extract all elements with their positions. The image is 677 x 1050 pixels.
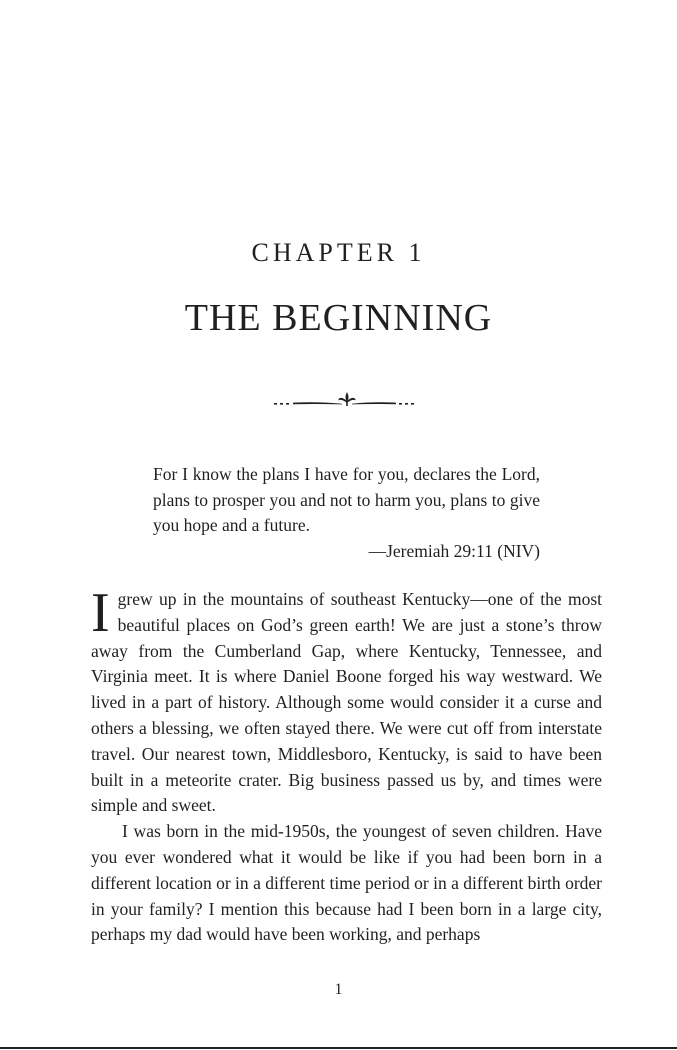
chapter-label: CHAPTER 1: [251, 238, 426, 267]
page-number: 1: [334, 981, 343, 998]
epigraph-citation: —Jeremiah 29:11 (NIV): [368, 541, 540, 561]
chapter-title: THE BEGINNING: [184, 297, 493, 339]
paragraph-2: I was born in the mid-1950s, the youngest of seven children. Have you ever wondered what it would be like if you had been born in a different location or in a different time period or in a different birth order in your family? I mention this because had I been born in a large city, perhaps my dad would have been working, and perhaps: [91, 821, 602, 945]
paragraph-1-text: grew up in the mountains of southeast Kentucky—one of the most beautiful places on God’s green earth! We are just a stone’s throw away from the Cumberland Gap, where Kentucky, Tennessee, and Virginia meet. It is where Daniel Boone forged his way westward. We lived in a part of history. Although some would consider it a curse and others a blessing, we often stayed there. We were cut off from interstate travel. Our nearest town, Middlesboro, Kentucky, is said to have been built in a meteorite crater. Big business passed us by, and times were simple and sweet.: [91, 589, 602, 816]
bottom-rule: [0, 1047, 677, 1049]
drop-cap: I: [91, 582, 110, 644]
chapter-body: [91, 582, 602, 948]
epigraph-quote: For I know the plans I have for you, declares the Lord, plans to prosper you and not to harm you, plans to give you hope and a future.: [153, 464, 540, 535]
fleuron-divider-icon: [272, 388, 422, 412]
paragraph-1: [91, 582, 602, 819]
